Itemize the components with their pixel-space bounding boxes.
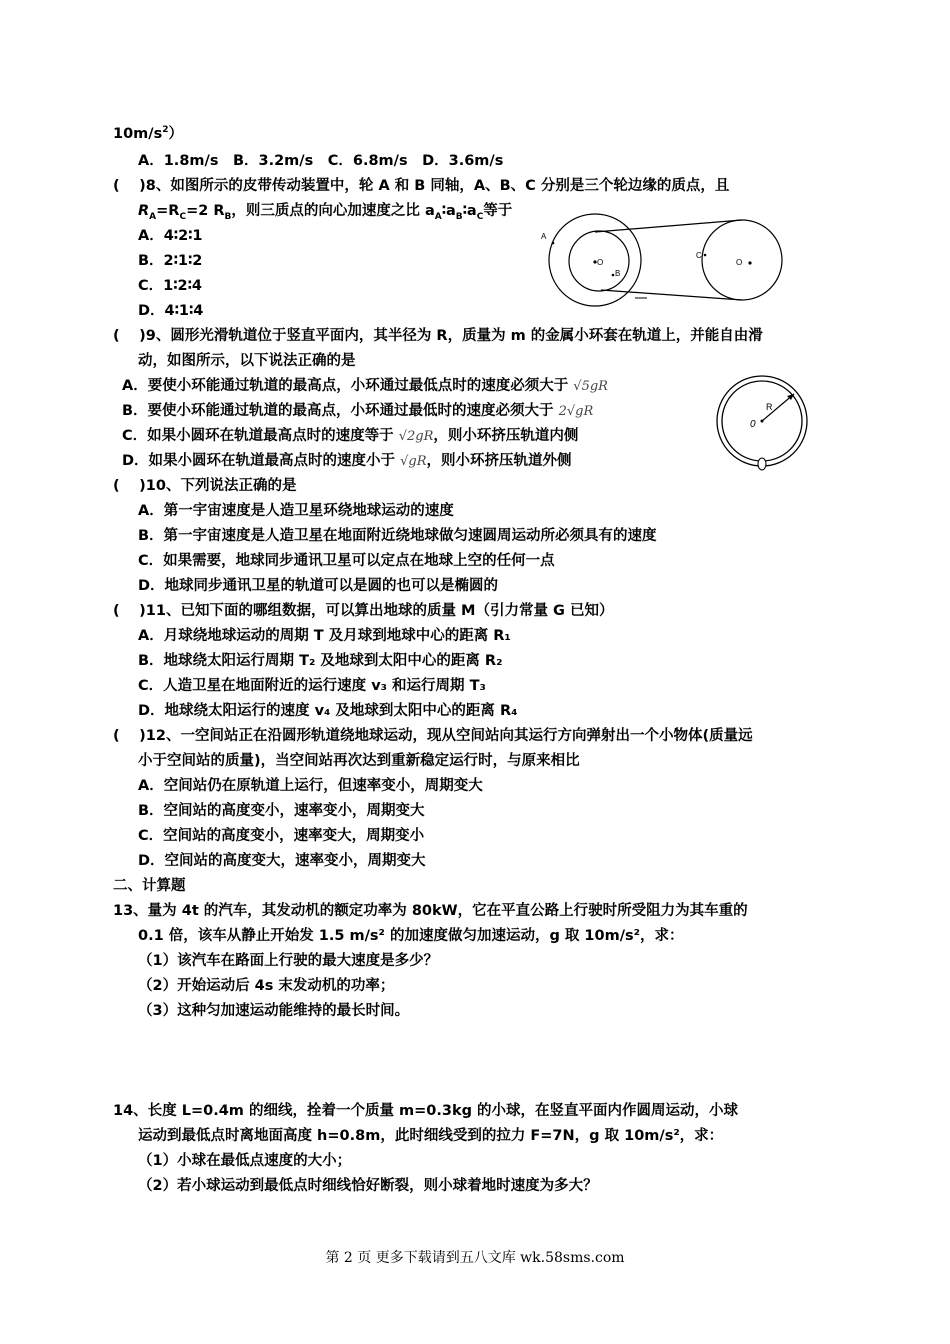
q9-option-c-end: ，则小环挤压轨道内侧 — [433, 428, 579, 444]
q12-stem-1: ( )12、一空间站正在沿圆形轨道绕地球运动，现从空间站向其运行方向弹射出一个小物体(质量远 — [113, 728, 753, 744]
unit-sup: 2 — [162, 125, 169, 136]
q9-option-d-text: D．如果小圆环在轨道最高点时的速度小于 — [122, 453, 396, 469]
q12-option-c: C．空间站的高度变小，速率变大，周期变小 — [138, 828, 425, 844]
eq-1: =R — [156, 203, 180, 219]
q10-stem: ( )10、下列说法正确的是 — [113, 478, 297, 494]
q9-option-c-text: C．如果小圆环在轨道最高点时的速度等于 — [122, 428, 394, 444]
sub-a: A — [149, 211, 157, 222]
q12-option-b: B．空间站的高度变小，速率变小，周期变大 — [138, 803, 425, 819]
unit-text: 10m/s — [113, 126, 163, 142]
q9-option-d — [122, 451, 572, 472]
point-c-dot — [704, 254, 707, 257]
q13-part-3: （3）这种匀加速运动能维持的最长时间。 — [138, 1003, 410, 1019]
sub-b: B — [224, 211, 232, 222]
unit-line — [113, 124, 183, 144]
q10-option-b: B．第一宇宙速度是人造卫星在地面附近绕地球做匀速圆周运动所必须具有的速度 — [138, 528, 657, 544]
q9-option-b-expr: 2√gR — [558, 404, 594, 419]
sub-aa: A — [434, 211, 442, 222]
q8-option-d: D．4∶1∶4 — [138, 303, 204, 319]
center-dot-right — [748, 261, 751, 264]
r-symbol: R — [138, 203, 150, 219]
q14-stem-2: 运动到最低点时离地面高度 h=0.8m，此时细线受到的拉力 F=7N，g 取 10m/s²，求： — [138, 1128, 724, 1144]
q8-option-a: A．4∶2∶1 — [138, 228, 203, 244]
q7-options: A．1.8m/s B．3.2m/s C．6.8m/s D．3.6m/s — [138, 153, 504, 169]
circular-track-figure — [712, 372, 812, 472]
label-o: 0 — [750, 419, 756, 430]
q8-option-c: C．1∶2∶4 — [138, 278, 202, 294]
center-dot — [761, 420, 764, 423]
q13-stem-1: 13、量为 4t 的汽车，其发动机的额定功率为 80kW，它在平直公路上行驶时所受阻力为其车重的 — [113, 903, 748, 919]
q12-option-d: D．空间站的高度变大，速率变小，周期变大 — [138, 853, 426, 869]
q8-mid: ，则三质点的向心加速度之比 a — [231, 203, 435, 219]
q10-option-a: A．第一宇宙速度是人造卫星环绕地球运动的速度 — [138, 503, 454, 519]
point-a-dot — [552, 242, 555, 245]
q13-stem-2: 0.1 倍，该车从静止开始发 1.5 m/s² 的加速度做匀加速运动，g 取 10m/s²，求： — [138, 928, 684, 944]
q13-part-2: （2）开始运动后 4s 末发动机的功率； — [138, 978, 395, 994]
q9-option-a-expr: √5gR — [573, 379, 608, 394]
sub-ab: B — [455, 211, 463, 222]
q11-option-b: B．地球绕太阳运行周期 T₂ 及地球到太阳中心的距离 R₂ — [138, 653, 503, 669]
small-ring — [758, 458, 766, 470]
q8-stem-2 — [138, 201, 512, 221]
unit-close: ） — [168, 126, 183, 142]
label-c: C — [696, 251, 702, 260]
q8-stem-1: ( )8、如图所示的皮带传动装置中，轮 A 和 B 同轴，A、B、C 分别是三个轮边缘的质点，且 — [113, 178, 730, 194]
colon-2: ∶a — [462, 203, 477, 219]
q8-end: 等于 — [483, 203, 513, 219]
q9-option-d-expr: √gR — [400, 454, 427, 469]
q14-stem-1: 14、长度 L=0.4m 的细线，拴着一个质量 m=0.3kg 的小球，在竖直平面内作圆周运动，小球 — [113, 1103, 739, 1119]
colon-1: ∶a — [441, 203, 456, 219]
belt-bottom — [601, 290, 742, 300]
q11-option-a: A．月球绕地球运动的周期 T 及月球到地球中心的距离 R₁ — [138, 628, 511, 644]
label-o-left: O — [597, 258, 604, 267]
q14-part-2: （2）若小球运动到最低点时细线恰好断裂，则小球着地时速度为多大？ — [138, 1178, 598, 1194]
q11-stem: ( )11、已知下面的哪组数据，可以算出地球的质量 M（引力常量 G 已知） — [113, 603, 614, 619]
q14-part-1: （1）小球在最低点速度的大小； — [138, 1153, 352, 1169]
q12-stem-2: 小于空间站的质量)，当空间站再次达到重新稳定运行时，与原来相比 — [138, 753, 580, 769]
sub-c: C — [179, 211, 187, 222]
label-o-right: O — [736, 258, 743, 267]
label-a: A — [541, 232, 547, 241]
q9-stem-1: ( )9、圆形光滑轨道位于竖直平面内，其半径为 R，质量为 m 的金属小环套在轨道上，并能自由滑 — [113, 328, 763, 344]
q9-option-d-end: ，则小环挤压轨道外侧 — [426, 453, 572, 469]
q10-option-d: D．地球同步通讯卫星的轨道可以是圆的也可以是椭圆的 — [138, 578, 499, 594]
q12-option-a: A．空间站仍在原轨道上运行，但速率变小，周期变大 — [138, 778, 483, 794]
label-r: R — [766, 402, 773, 412]
q11-option-c: C．人造卫星在地面附近的运行速度 v₃ 和运行周期 T₃ — [138, 678, 486, 694]
q10-option-c: C．如果需要，地球同步通讯卫星可以定点在地球上空的任何一点 — [138, 553, 555, 569]
point-b-dot — [612, 274, 615, 277]
q9-option-a-text: A．要使小环能通过轨道的最高点，小环通过最低点时的速度必须大于 — [122, 378, 569, 394]
label-b: B — [615, 269, 621, 278]
q13-part-1: （1）该汽车在路面上行驶的最大速度是多少？ — [138, 953, 439, 969]
belt-pulley-figure — [535, 212, 795, 312]
q9-option-a — [122, 376, 608, 397]
q9-option-c — [122, 426, 578, 447]
page-footer: 第 2 页 更多下载请到五八文库 wk.58sms.com — [325, 1250, 625, 1266]
q11-option-d: D．地球绕太阳运行的速度 v₄ 及地球到太阳中心的距离 R₄ — [138, 703, 518, 719]
eq-2: =2 R — [186, 203, 225, 219]
q8-option-b: B．2∶1∶2 — [138, 253, 203, 269]
sub-ac: C — [476, 211, 484, 222]
q9-stem-2: 动，如图所示，以下说法正确的是 — [138, 353, 356, 369]
q9-option-b — [122, 401, 593, 422]
section-heading: 二、计算题 — [113, 878, 186, 894]
q9-option-b-text: B．要使小环能通过轨道的最高点，小环通过最低时的速度必须大于 — [122, 403, 554, 419]
q9-option-c-expr: √2gR — [398, 429, 434, 444]
